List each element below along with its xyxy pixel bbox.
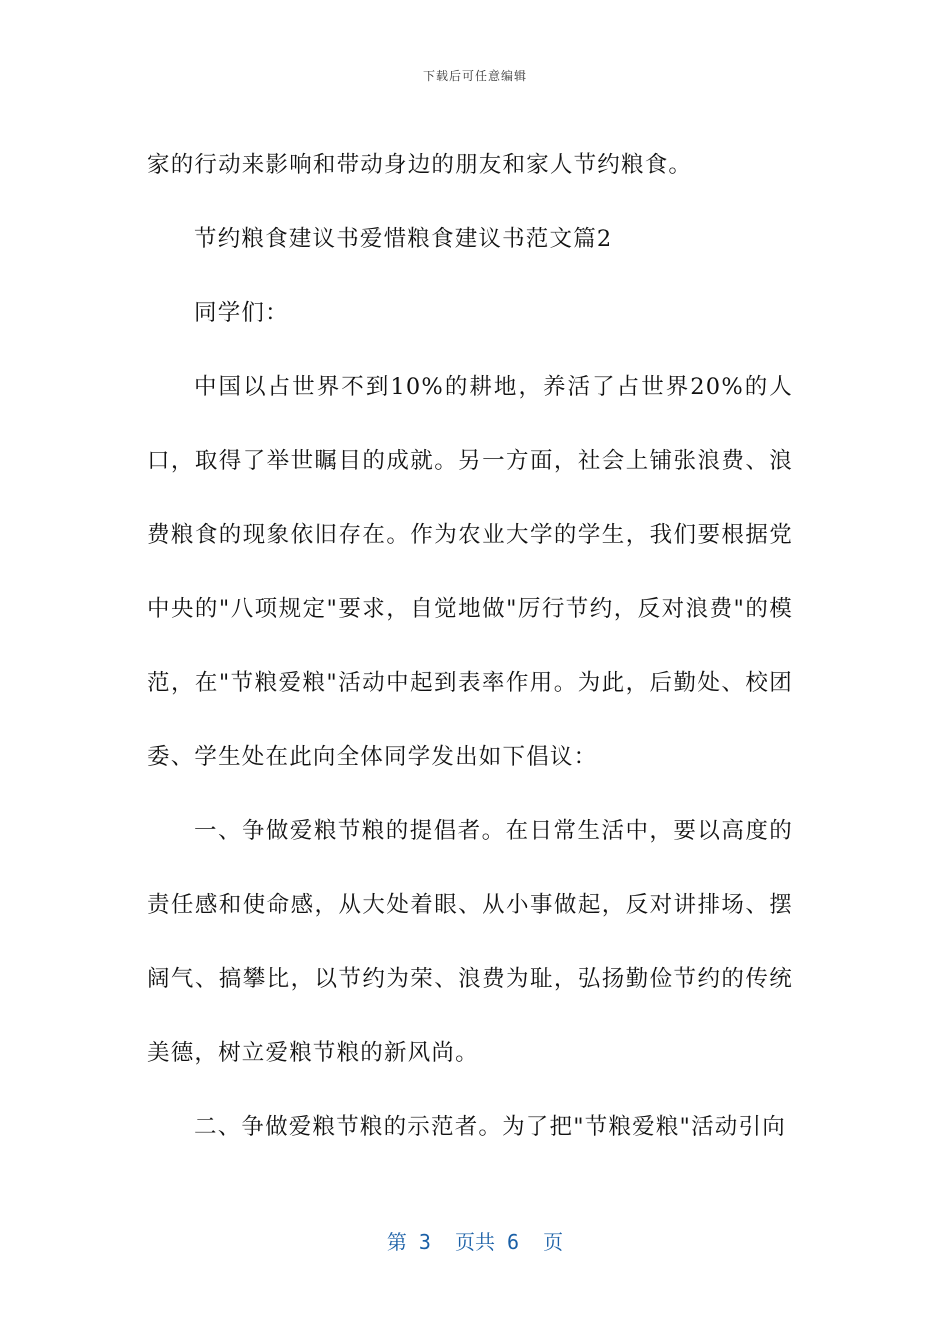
salutation: 同学们： xyxy=(194,300,289,326)
paragraph-continuation: 家的行动来影响和带动身边的朋友和家人节约粮食。 xyxy=(147,152,693,178)
section-heading: 节约粮食建议书爱惜粮食建议书范文篇2 xyxy=(194,226,613,252)
paragraph-intro: 中国以占世界不到10%的耕地，养活了占世界20%的人口，取得了举世瞩目的成就。另一方面，社会上铺张浪费、浪费粮食的现象依旧存在。作为农业大学的学生，我们要根据党中央的"八项规定"要求，自觉地做"厉行节约，反对浪费"的模范，在"节粮爱粮"活动中起到表率作用。为此，后勤处、校团委、学生处在此向全体同学发出如下倡议： xyxy=(147,374,793,770)
body-text xyxy=(147,128,793,1164)
paragraph-proposal-2: 二、争做爱粮节粮的示范者。为了把"节粮爱粮"活动引向 xyxy=(194,1114,786,1140)
header-note: 下载后可任意编辑 xyxy=(422,69,527,83)
page-number-footer: 第 3 页共 6 页 xyxy=(386,1230,564,1254)
paragraph-proposal-1: 一、争做爱粮节粮的提倡者。在日常生活中，要以高度的责任感和使命感，从大处着眼、从小事做起，反对讲排场、摆阔气、搞攀比，以节约为荣、浪费为耻，弘扬勤俭节约的传统美德，树立爱粮节粮的新风尚。 xyxy=(147,818,793,1066)
